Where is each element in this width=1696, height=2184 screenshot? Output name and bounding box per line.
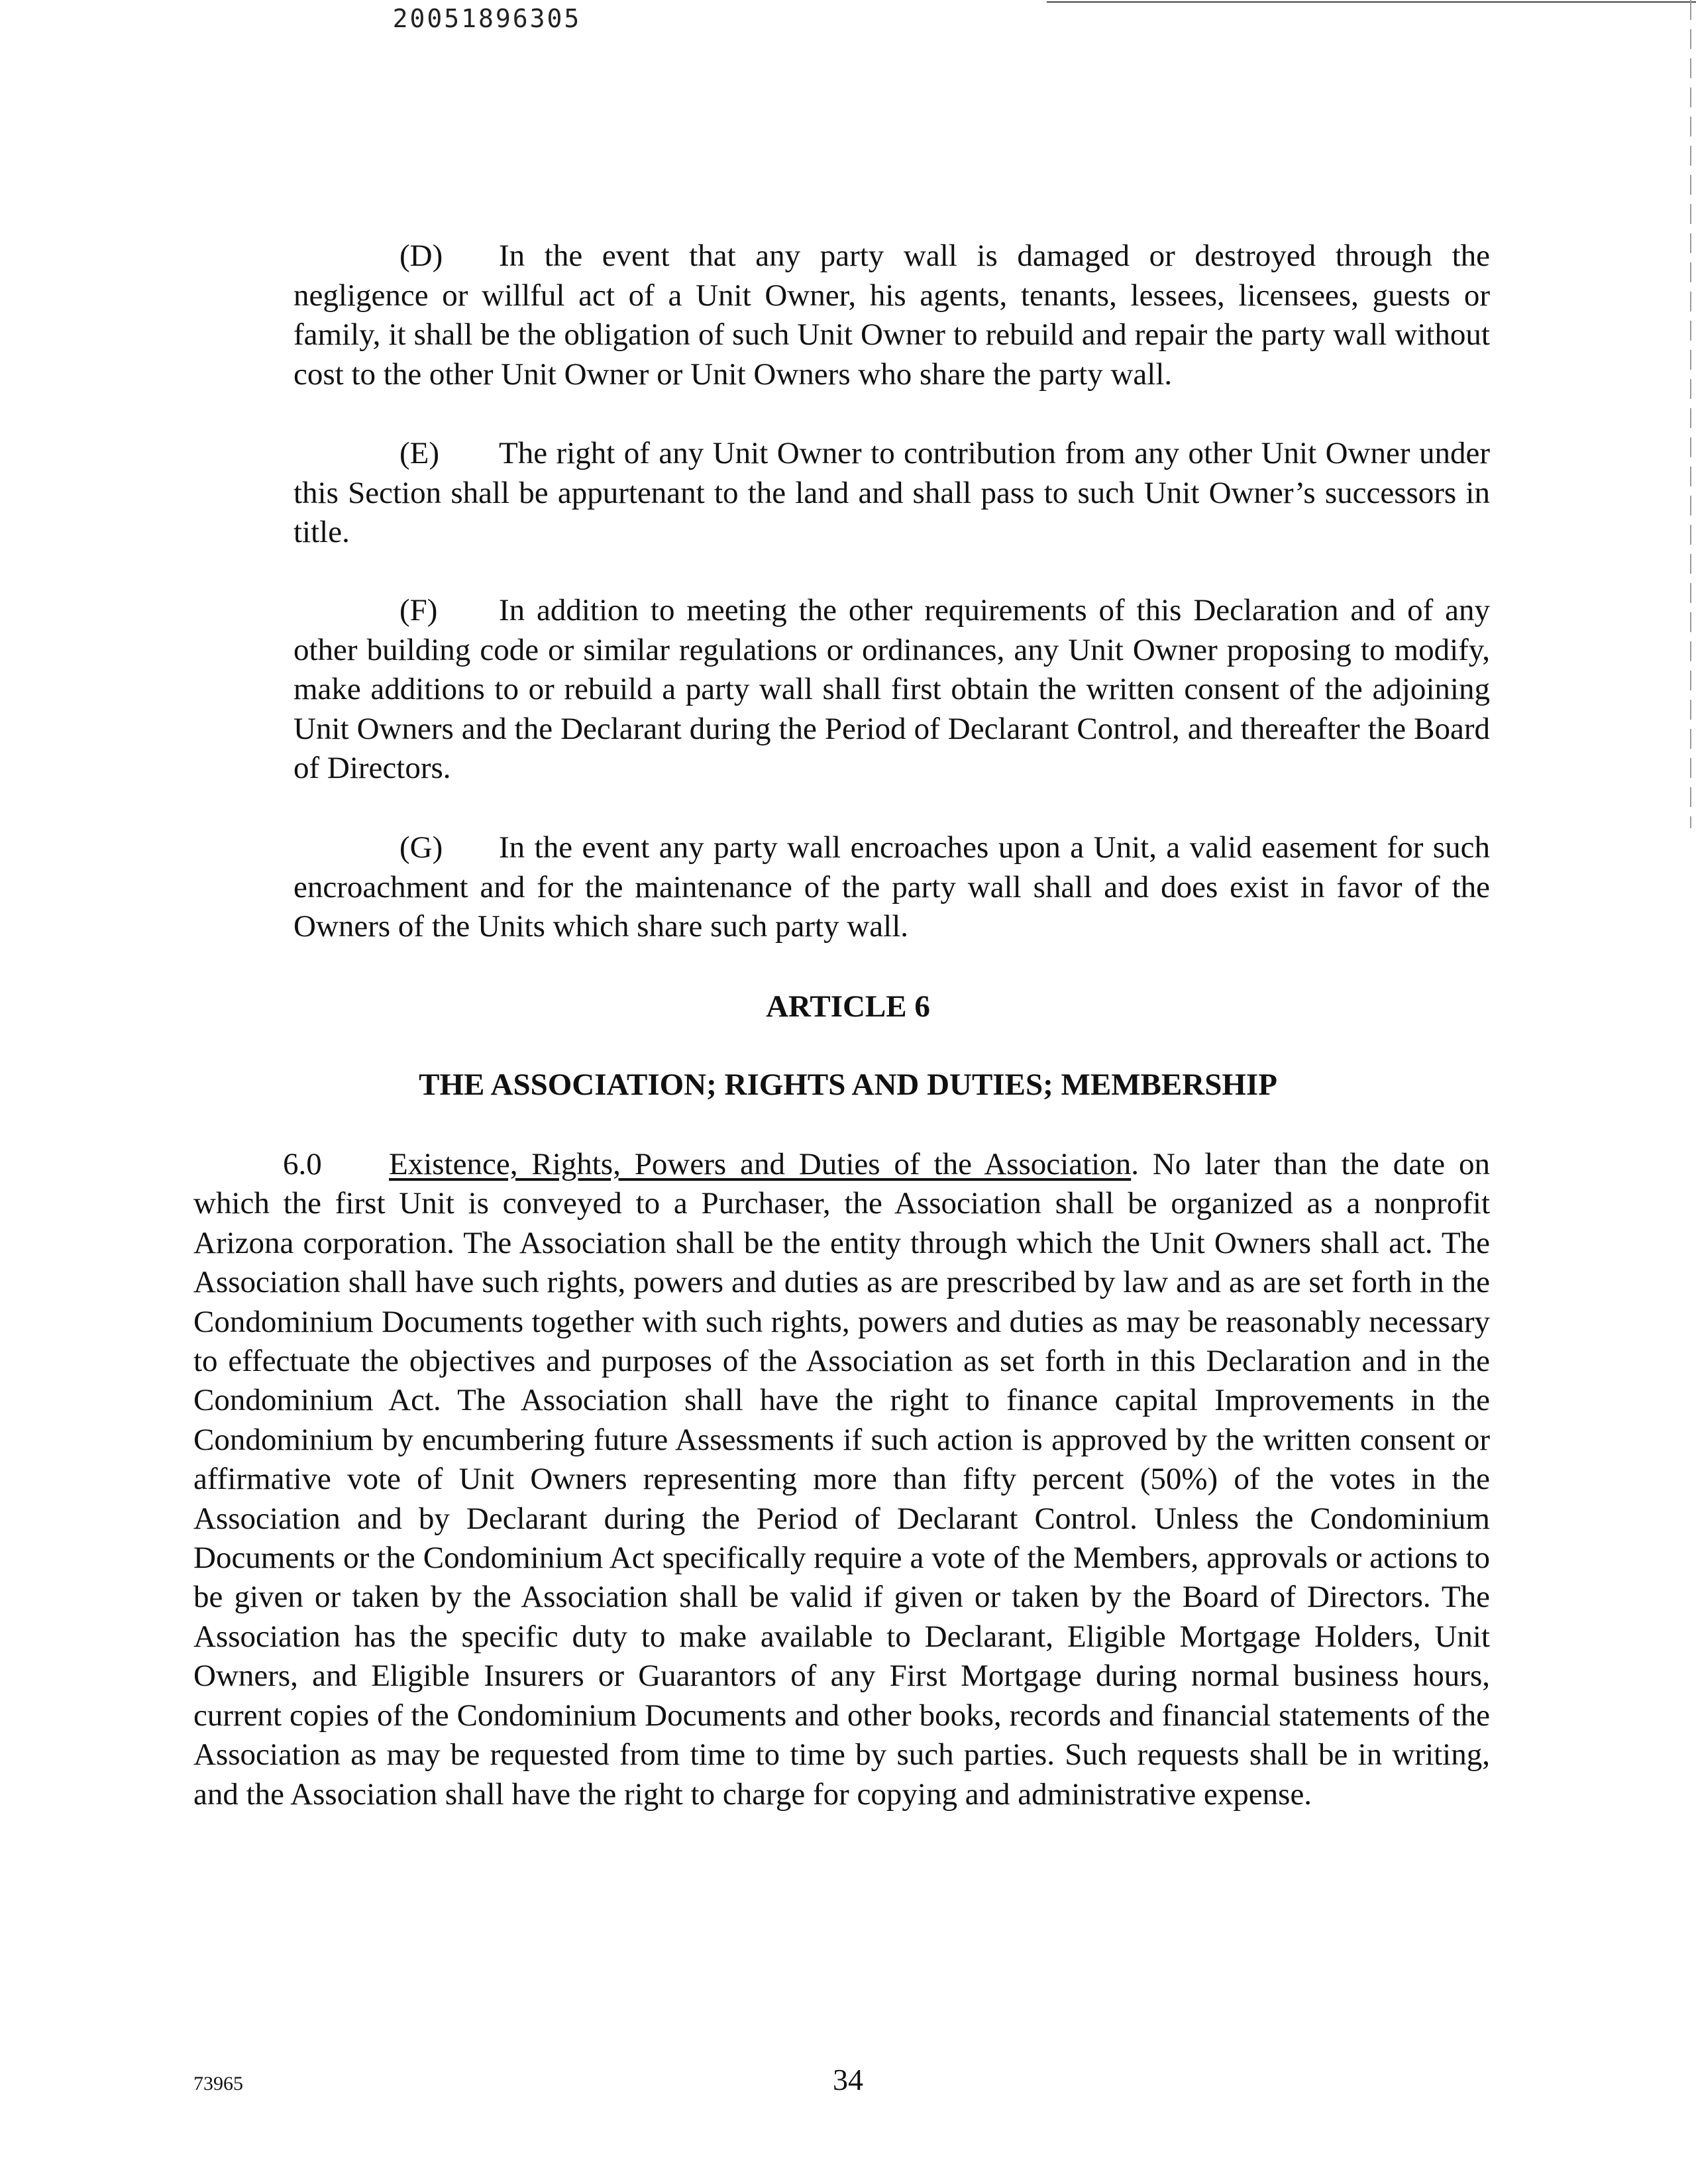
section-title: Existence, Rights, Powers and Duties of the Association — [389, 1147, 1132, 1181]
subsection-label: (G) — [399, 830, 443, 865]
recording-number: 20051896305 — [392, 4, 582, 33]
subsection-g — [293, 828, 1490, 947]
scan-top-rule — [1047, 1, 1696, 3]
article-number: ARTICLE 6 — [766, 989, 930, 1024]
subsection-f — [293, 591, 1490, 789]
subsection-text: The right of any Unit Owner to contribution from any other Unit Owner under this Section shall be appurtenant to the land and shall pass to such Unit Owner’s successors in title. — [293, 436, 1490, 549]
page-number: 34 — [833, 2063, 863, 2097]
subsection-label: (D) — [399, 239, 443, 273]
scan-edge-mark — [1690, 0, 1691, 828]
section-6-0 — [193, 1145, 1490, 1814]
footer-document-id: 73965 — [193, 2073, 243, 2095]
subsection-label: (F) — [399, 593, 438, 628]
section-text: . No later than the date on which the first Unit is conveyed to a Purchaser, the Association shall be organized as a nonprofit Arizona corporation. The Association shall be the entity through which the Unit Owners shall act. The Association shall have such rights, powers and duties as are prescribed by law and as are set forth in the Condominium Documents together with such rights, powers and duties as may be reasonably necessary to effectuate the objectives and purposes of the Association as set forth in this Declaration and in the Condominium Act. The Association shall have the right to finance capital Improvements in the Condominium by encumbering future Assessments if such action is approved by the written consent or affirmative vote of Unit Owners representing more than fifty percent (50%) of the votes in the Association and by Declarant during the Period of Declarant Control. Unless the Condominium Documents or the Condominium Act specifically require a vote of the Members, approvals or actions to be given or taken by the Association shall be valid if given or taken by the Board of Directors. The Association has the specific duty to make available to Declarant, Eligible Mortgage Holders, Unit Owners, and Eligible Insurers or Guarantors of any First Mortgage during normal business hours, current copies of the Condominium Documents and other books, records and financial statements of the Association as may be requested from time to time by such parties. Such requests shall be in writing, and the Association shall have the right to charge for copying and administrative expense. — [193, 1147, 1490, 1812]
subsection-d — [293, 237, 1490, 394]
subsection-text: In addition to meeting the other requirements of this Declaration and of any other building code or similar regulations or ordinances, any Unit Owner proposing to modify, make additions to or rebuild a party wall shall first obtain the written consent of the adjoining Unit Owners and the Declarant during the Period of Declarant Control, and thereafter the Board of Directors. — [293, 593, 1490, 785]
section-number: 6.0 — [283, 1147, 322, 1181]
subsection-label: (E) — [399, 436, 440, 470]
article-title: THE ASSOCIATION; RIGHTS AND DUTIES; MEMBERSHIP — [419, 1067, 1277, 1102]
subsection-e — [293, 434, 1490, 553]
subsection-text: In the event that any party wall is damaged or destroyed through the negligence or willful act of a Unit Owner, his agents, tenants, lessees, licensees, guests or family, it shall be the obligation of such Unit Owner to rebuild and repair the party wall without cost to the other Unit Owner or Unit Owners who share the party wall. — [293, 239, 1490, 392]
subsection-text: In the event any party wall encroaches upon a Unit, a valid easement for such encroachment and for the maintenance of the party wall shall and does exist in favor of the Owners of the Units which share such party wall. — [293, 830, 1490, 944]
